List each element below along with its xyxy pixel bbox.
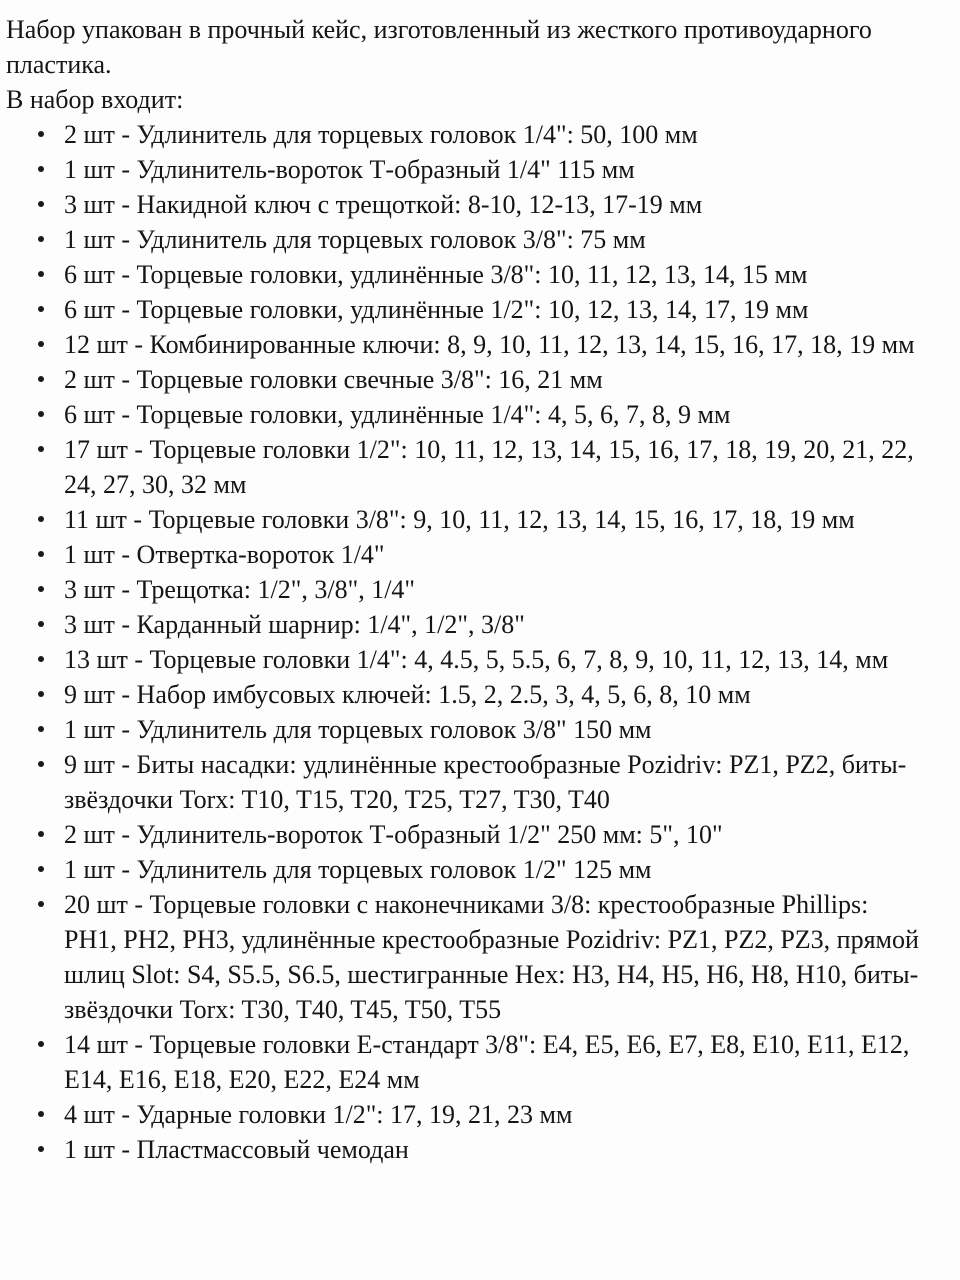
- list-item-text: 13 шт - Торцевые головки 1/4": 4, 4.5, 5, 5.5, 6, 7, 8, 9, 10, 11, 12, 13, 14, мм: [64, 645, 889, 674]
- list-item: [6, 677, 950, 712]
- bullet-icon: [38, 1041, 44, 1047]
- list-item: [6, 642, 950, 677]
- list-item: [6, 712, 950, 747]
- contents-list: [6, 117, 950, 1167]
- list-item-text: 1 шт - Удлинитель-вороток Т-образный 1/4" 115 мм: [64, 155, 635, 184]
- list-item: [6, 537, 950, 572]
- bullet-icon: [38, 516, 44, 522]
- bullet-icon: [38, 726, 44, 732]
- list-item: [6, 1027, 950, 1097]
- bullet-icon: [38, 586, 44, 592]
- bullet-icon: [38, 131, 44, 137]
- list-item-text: 6 шт - Торцевые головки, удлинённые 1/2": 10, 12, 13, 14, 17, 19 мм: [64, 295, 809, 324]
- bullet-icon: [38, 236, 44, 242]
- list-item-text: 3 шт - Карданный шарнир: 1/4", 1/2", 3/8": [64, 610, 525, 639]
- bullet-icon: [38, 271, 44, 277]
- list-item: [6, 152, 950, 187]
- list-item-text: 2 шт - Удлинитель-вороток Т-образный 1/2" 250 мм: 5", 10": [64, 820, 723, 849]
- bullet-icon: [38, 166, 44, 172]
- bullet-icon: [38, 446, 44, 452]
- bullet-icon: [38, 656, 44, 662]
- list-item-text: 12 шт - Комбинированные ключи: 8, 9, 10, 11, 12, 13, 14, 15, 16, 17, 18, 19 мм: [64, 330, 915, 359]
- list-item-text: 1 шт - Удлинитель для торцевых головок 3/8" 150 мм: [64, 715, 652, 744]
- list-item: [6, 572, 950, 607]
- list-item: [6, 747, 950, 817]
- bullet-icon: [38, 1146, 44, 1152]
- list-item-text: 17 шт - Торцевые головки 1/2": 10, 11, 12, 13, 14, 15, 16, 17, 18, 19, 20, 21, 22, 24, 27, 30, 32 мм: [64, 435, 914, 499]
- bullet-icon: [38, 376, 44, 382]
- list-item: [6, 817, 950, 852]
- list-item-text: 2 шт - Удлинитель для торцевых головок 1/4": 50, 100 мм: [64, 120, 698, 149]
- bullet-icon: [38, 831, 44, 837]
- list-header: В набор входит:: [6, 85, 184, 114]
- bullet-icon: [38, 761, 44, 767]
- list-item-text: 1 шт - Пластмассовый чемодан: [64, 1135, 409, 1164]
- bullet-icon: [38, 1111, 44, 1117]
- bullet-icon: [38, 341, 44, 347]
- list-item-text: 9 шт - Биты насадки: удлинённые крестообразные Pozidriv: PZ1, PZ2, биты-звёздочки Torx: T10, T15, T20, T25, T27, T30, T40: [64, 750, 907, 814]
- bullet-icon: [38, 411, 44, 417]
- list-item-text: 9 шт - Набор имбусовых ключей: 1.5, 2, 2.5, 3, 4, 5, 6, 8, 10 мм: [64, 680, 751, 709]
- list-item: [6, 292, 950, 327]
- bullet-icon: [38, 866, 44, 872]
- bullet-icon: [38, 621, 44, 627]
- list-item: [6, 187, 950, 222]
- list-item: [6, 607, 950, 642]
- list-item-text: 1 шт - Отвертка-вороток 1/4": [64, 540, 385, 569]
- list-item-text: 3 шт - Накидной ключ с трещоткой: 8-10, 12-13, 17-19 мм: [64, 190, 703, 219]
- list-item-text: 1 шт - Удлинитель для торцевых головок 3/8": 75 мм: [64, 225, 646, 254]
- list-item: [6, 852, 950, 887]
- list-item: [6, 1097, 950, 1132]
- list-item: [6, 327, 950, 362]
- list-item-text: 6 шт - Торцевые головки, удлинённые 3/8": 10, 11, 12, 13, 14, 15 мм: [64, 260, 808, 289]
- intro-paragraph: Набор упакован в прочный кейс, изготовленный из жесткого противоударного пластика.: [6, 15, 872, 79]
- bullet-icon: [38, 551, 44, 557]
- list-item: [6, 502, 950, 537]
- bullet-icon: [38, 691, 44, 697]
- list-item: [6, 887, 950, 1027]
- list-item: [6, 432, 950, 502]
- list-item-text: 2 шт - Торцевые головки свечные 3/8": 16, 21 мм: [64, 365, 603, 394]
- list-item: [6, 1132, 950, 1167]
- bullet-icon: [38, 306, 44, 312]
- list-item-text: 6 шт - Торцевые головки, удлинённые 1/4": 4, 5, 6, 7, 8, 9 мм: [64, 400, 731, 429]
- list-item: [6, 117, 950, 152]
- list-item-text: 3 шт - Трещотка: 1/2", 3/8", 1/4": [64, 575, 416, 604]
- list-item: [6, 397, 950, 432]
- list-item-text: 1 шт - Удлинитель для торцевых головок 1/2" 125 мм: [64, 855, 652, 884]
- bullet-icon: [38, 201, 44, 207]
- list-item-text: 11 шт - Торцевые головки 3/8": 9, 10, 11, 12, 13, 14, 15, 16, 17, 18, 19 мм: [64, 505, 855, 534]
- list-item-text: 14 шт - Торцевые головки Е-стандарт 3/8": E4, E5, E6, E7, E8, E10, E11, E12, E14, E16, E18, E20, E22, E24 мм: [64, 1030, 910, 1094]
- list-item-text: 20 шт - Торцевые головки с наконечниками 3/8: крестообразные Phillips: PH1, PH2, PH3, удлинённые крестообразные Pozidriv: PZ1, PZ2, PZ3, прямой шлиц Slot: S4, S5.5, S6.5, шестигранные Hex: H3, H4, H5, H6, H8, H10, биты-звёздочки Torx: T30, T40, T45, T50, T55: [64, 890, 919, 1024]
- list-item: [6, 257, 950, 292]
- list-item: [6, 362, 950, 397]
- bullet-icon: [38, 901, 44, 907]
- list-item-text: 4 шт - Ударные головки 1/2": 17, 19, 21, 23 мм: [64, 1100, 573, 1129]
- list-item: [6, 222, 950, 257]
